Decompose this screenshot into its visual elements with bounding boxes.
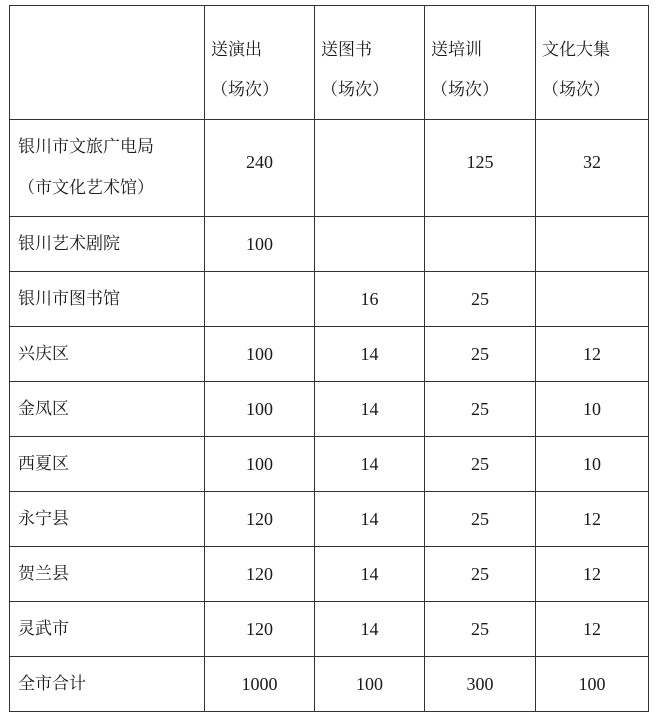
value-cell: 14 — [315, 382, 425, 437]
value-cell: 14 — [315, 492, 425, 547]
row-name-cell: 金凤区 — [10, 382, 205, 437]
value-cell: 25 — [425, 602, 536, 657]
value-cell: 14 — [315, 437, 425, 492]
header-unit: （场次） — [542, 80, 610, 100]
header-label: 送培训 — [431, 40, 482, 60]
value-cell: 125 — [425, 120, 536, 217]
value-cell: 12 — [536, 327, 649, 382]
value-cell: 16 — [315, 272, 425, 327]
value-cell: 25 — [425, 327, 536, 382]
total-row — [10, 657, 649, 712]
value-cell — [425, 217, 536, 272]
row-name-cell: 永宁县 — [10, 492, 205, 547]
value-cell: 300 — [425, 657, 536, 712]
value-cell: 100 — [205, 437, 315, 492]
value-cell: 14 — [315, 327, 425, 382]
value-cell — [536, 217, 649, 272]
value-cell: 1000 — [205, 657, 315, 712]
table-row — [10, 120, 649, 217]
table-row — [10, 547, 649, 602]
header-label: 文化大集 — [542, 40, 610, 60]
value-cell: 100 — [205, 327, 315, 382]
value-cell: 100 — [536, 657, 649, 712]
value-cell: 25 — [425, 547, 536, 602]
value-cell: 240 — [205, 120, 315, 217]
value-cell: 100 — [315, 657, 425, 712]
header-cell-performances — [205, 6, 315, 120]
table-row — [10, 602, 649, 657]
row-name-cell: 银川市图书馆 — [10, 272, 205, 327]
table-row — [10, 272, 649, 327]
value-cell — [205, 272, 315, 327]
value-cell: 12 — [536, 602, 649, 657]
header-label: 送图书 — [321, 40, 372, 60]
header-cell-books — [315, 6, 425, 120]
value-cell: 12 — [536, 492, 649, 547]
value-cell: 32 — [536, 120, 649, 217]
table-row — [10, 327, 649, 382]
table-row — [10, 492, 649, 547]
row-name-cell: 灵武市 — [10, 602, 205, 657]
header-cell-corner — [10, 6, 205, 120]
value-cell: 25 — [425, 437, 536, 492]
header-unit: （场次） — [211, 80, 279, 100]
value-cell: 10 — [536, 437, 649, 492]
row-name-cell: 兴庆区 — [10, 327, 205, 382]
header-label: 送演出 — [211, 40, 262, 60]
value-cell: 120 — [205, 492, 315, 547]
header-unit: （场次） — [431, 80, 499, 100]
value-cell — [536, 272, 649, 327]
value-cell: 14 — [315, 547, 425, 602]
value-cell: 25 — [425, 382, 536, 437]
row-name-sub: （市文化艺术馆） — [18, 178, 154, 198]
row-name-cell: 西夏区 — [10, 437, 205, 492]
statistics-table — [9, 5, 649, 712]
table-row — [10, 437, 649, 492]
value-cell: 25 — [425, 272, 536, 327]
table-row — [10, 382, 649, 437]
row-name: 银川市文旅广电局 — [18, 137, 154, 157]
header-cell-training — [425, 6, 536, 120]
value-cell: 100 — [205, 382, 315, 437]
value-cell: 12 — [536, 547, 649, 602]
value-cell — [315, 120, 425, 217]
row-name-cell: 全市合计 — [10, 657, 205, 712]
value-cell: 100 — [205, 217, 315, 272]
row-name-cell — [10, 120, 205, 217]
value-cell: 10 — [536, 382, 649, 437]
value-cell: 120 — [205, 547, 315, 602]
row-name-cell: 贺兰县 — [10, 547, 205, 602]
value-cell: 25 — [425, 492, 536, 547]
value-cell: 120 — [205, 602, 315, 657]
value-cell: 14 — [315, 602, 425, 657]
table-row — [10, 217, 649, 272]
header-row — [10, 6, 649, 120]
header-cell-culture-fair — [536, 6, 649, 120]
value-cell — [315, 217, 425, 272]
header-unit: （场次） — [321, 80, 389, 100]
row-name-cell: 银川艺术剧院 — [10, 217, 205, 272]
